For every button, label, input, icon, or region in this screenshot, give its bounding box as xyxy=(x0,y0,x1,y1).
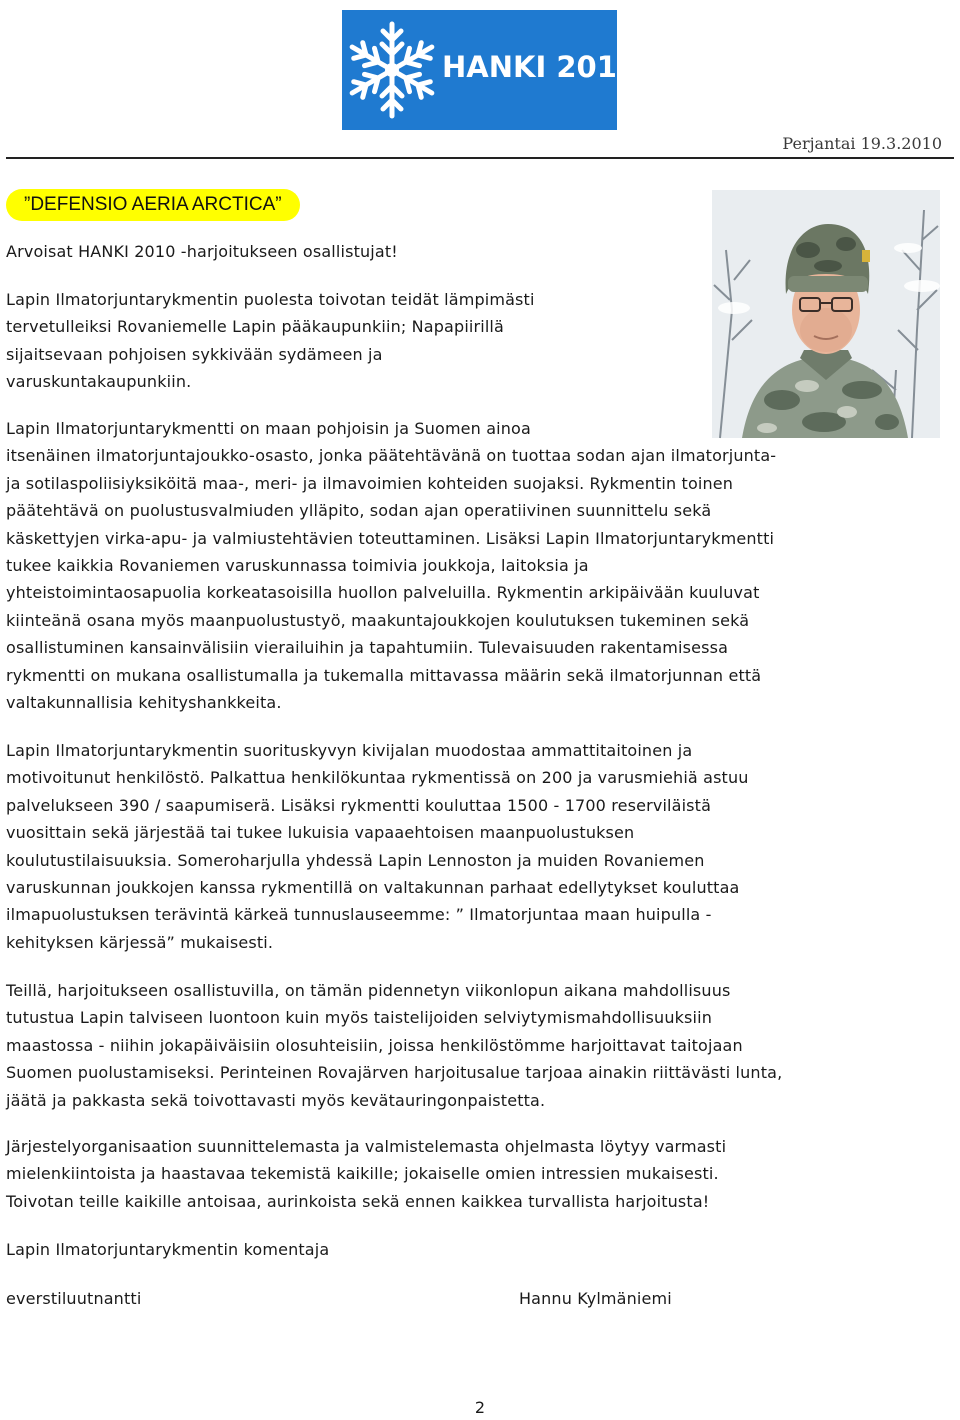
header-date: Perjantai 19.3.2010 xyxy=(782,134,942,153)
hanki-2010-logo xyxy=(342,10,638,130)
paragraph-line: vuosittain sekä järjestää tai tukee lukuisia vapaaehtoisen maanpuolustuksen xyxy=(6,823,635,843)
signature-name: Hannu Kylmäniemi xyxy=(519,1289,672,1308)
paragraph-line: tutustua Lapin talviseen luontoon kuin myös taistelijoiden selviytymismahdollisuuksiin xyxy=(6,1008,713,1028)
paragraph-line: rykmentti on mukana osallistumalla ja tukemalla mittavassa määrin sekä ilmatorjunnan että xyxy=(6,665,762,685)
paragraph-1 xyxy=(6,286,535,396)
snowflake-icon xyxy=(342,10,442,130)
paragraph-line: koulutustilaisuuksia. Someroharjulla yhdessä Lapin Lennoston ja muiden Rovaniemen xyxy=(6,850,705,870)
paragraph-line: osallistuminen kansainvälisiin vierailuihin ja tapahtumiin. Tulevaisuuden rakentamisessa xyxy=(6,638,729,658)
paragraph-line: palvelukseen 390 / saapumiserä. Lisäksi rykmentti kouluttaa 1500 - 1700 reserviläistä xyxy=(6,795,712,815)
paragraph-line: varuskunnan joukkojen kanssa rykmentillä on valtakunnan parhaat edellytykset kouluttaa xyxy=(6,877,740,897)
paragraph-line: varuskuntakaupunkiin. xyxy=(6,372,192,392)
paragraph-line: itsenäinen ilmatorjuntajoukko-osasto, jonka päätehtävänä on tuottaa sodan ajan ilmatorjunta- xyxy=(6,446,777,466)
page-number: 2 xyxy=(474,1398,486,1417)
paragraph-line: jäätä ja pakkasta sekä toivottavasti myös kevätauringonpaistetta. xyxy=(6,1090,546,1110)
paragraph-line: tervetulleiksi Rovaniemelle Lapin pääkaupunkiin; Napapiirillä xyxy=(6,317,504,337)
title-banner: ”DEFENSIO AERIA ARCTICA” xyxy=(6,189,300,221)
header-divider xyxy=(6,157,954,159)
portrait-photo xyxy=(712,190,940,438)
paragraph-line: maastossa - niihin jokapäiväisiin olosuhteisiin, joissa henkilöstömme harjoittavat taitojaan xyxy=(6,1035,743,1055)
paragraph-line: Suomen puolustamiseksi. Perinteinen Rovajärven harjoitusalue tarjoaa ainakin riittävästi lunta, xyxy=(6,1063,783,1083)
paragraph-line: kehityksen kärjessä” mukaisesti. xyxy=(6,932,274,952)
paragraph-line: ja sotilaspoliisiyksiköitä maa-, meri- ja ilmavoimien kohteiden suojaksi. Rykmentin toinen xyxy=(6,473,734,493)
paragraph-line: Toivotan teille kaikille antoisaa, aurinkoista sekä ennen kaikkea turvallista harjoitusta! xyxy=(6,1191,710,1211)
paragraph-line: sijaitsevaan pohjoisen sykkivään sydämeen ja xyxy=(6,344,383,364)
paragraph-5 xyxy=(6,1133,726,1215)
greeting: Arvoisat HANKI 2010 -harjoitukseen osallistujat! xyxy=(6,242,398,261)
paragraph-line: yhteistoimintaosapuolia korkeatasoisilla huollon palveluilla. Rykmentin arkipäivään kuuluvat xyxy=(6,583,760,603)
signature-role: Lapin Ilmatorjuntarykmentin komentaja xyxy=(6,1240,330,1259)
paragraph-line: käskettyjen virka-apu- ja valmiustehtävien toteuttaminen. Lisäksi Lapin Ilmatorjuntarykmentti xyxy=(6,528,775,548)
paragraph-line: valtakunnallisia kehityshankkeita. xyxy=(6,692,282,712)
paragraph-line: Teillä, harjoitukseen osallistuvilla, on tämän pidennetyn viikonlopun aikana mahdollisuus xyxy=(6,981,731,1000)
paragraph-line: mielenkiintoista ja haastavaa tekemistä kaikille; jokaiselle omien intressien mukaisesti. xyxy=(6,1164,719,1184)
paragraph-4 xyxy=(6,977,782,1114)
paragraph-line: tukee kaikkia Rovaniemen varuskunnassa toimivia joukkoja, laitoksia ja xyxy=(6,555,589,575)
paragraph-line: ilmapuolustuksen terävintä kärkeä tunnuslauseemme: ” Ilmatorjuntaa maan huipulla - xyxy=(6,905,712,925)
paragraph-line: päätehtävä on puolustusvalmiuden ylläpito, sodan ajan operatiivinen suunnittelu sekä xyxy=(6,501,712,521)
paragraph-line: kiinteänä osana myös maanpuolustustyö, maakuntajoukkojen koulutuksen tukeminen sekä xyxy=(6,610,750,630)
paragraph-line: Lapin Ilmatorjuntarykmentin suorituskyvyn kivijalan muodostaa ammattitaitoinen ja xyxy=(6,741,693,760)
paragraph-2 xyxy=(6,415,776,716)
paragraph-line: Lapin Ilmatorjuntarykmentin puolesta toivotan teidät lämpimästi xyxy=(6,290,535,309)
paragraph-line: Järjestelyorganisaation suunnittelemasta ja valmistelemasta ohjelmasta löytyy varmasti xyxy=(6,1137,727,1156)
signature-rank: everstiluutnantti xyxy=(6,1289,142,1308)
paragraph-line: motivoitunut henkilöstö. Palkattua henkilökuntaa rykmentissä on 200 ja varusmiehiä astuu xyxy=(6,768,749,788)
paragraph-line: Lapin Ilmatorjuntarykmentti on maan pohjoisin ja Suomen ainoa xyxy=(6,419,531,438)
logo-text: HANKI 2010 xyxy=(442,50,638,84)
paragraph-3 xyxy=(6,737,749,956)
